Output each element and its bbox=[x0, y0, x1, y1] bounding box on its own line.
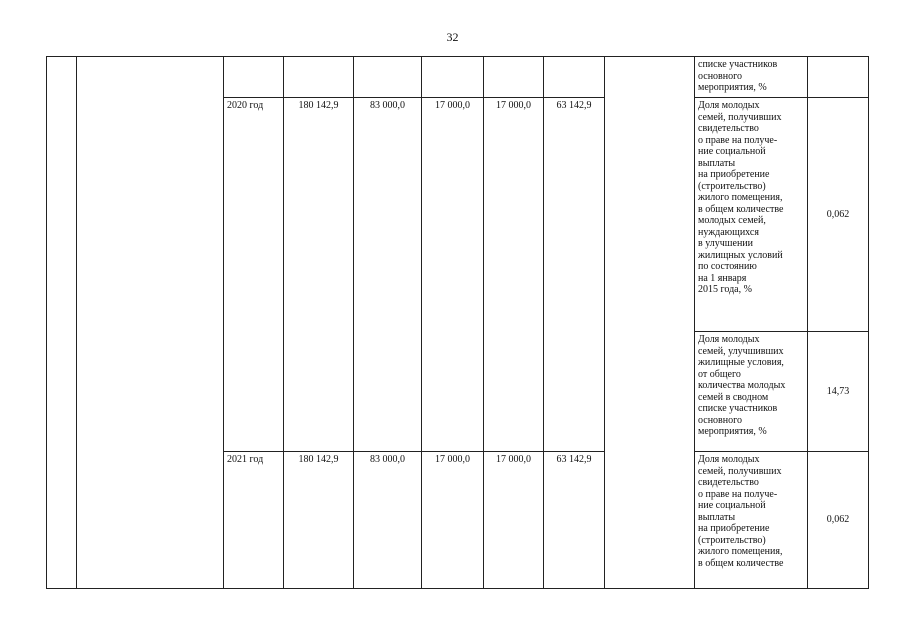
indicator-value bbox=[808, 57, 869, 98]
table-row bbox=[47, 57, 869, 98]
indicator-name: списке участников основного мероприятия, % bbox=[695, 57, 808, 98]
value-cell bbox=[544, 57, 605, 98]
indicator-value: 0,062 bbox=[808, 98, 869, 332]
value-cell: 17 000,0 bbox=[484, 98, 544, 452]
program-table bbox=[46, 56, 869, 589]
value-cell: 63 142,9 bbox=[544, 98, 605, 452]
name-cell bbox=[77, 57, 224, 589]
value-cell bbox=[422, 57, 484, 98]
value-cell: 83 000,0 bbox=[354, 98, 422, 452]
year-cell: 2021 год bbox=[224, 452, 284, 589]
executor-cell bbox=[605, 57, 695, 589]
year-cell bbox=[224, 57, 284, 98]
value-cell: 63 142,9 bbox=[544, 452, 605, 589]
total-cell bbox=[284, 57, 354, 98]
total-cell: 180 142,9 bbox=[284, 98, 354, 452]
value-cell: 17 000,0 bbox=[422, 98, 484, 452]
page-number: 32 bbox=[446, 30, 459, 44]
indicator-name: Доля молодых семей, получивших свидетельство о праве на получе- ние социальной выплаты на приобретение (строительство) жилого помещения, в общем количестве bbox=[695, 452, 808, 589]
indicator-value: 0,062 bbox=[808, 452, 869, 589]
number-cell bbox=[47, 57, 77, 589]
value-cell: 83 000,0 bbox=[354, 452, 422, 589]
indicator-name: Доля молодых семей, получивших свидетельство о праве на получе- ние социальной выплаты на приобретение (строительство) жилого помещения, в общем количестве молодых семей, нуждающихся в улучшении жилищных условий по состоянию на 1 января 2015 года, % bbox=[695, 98, 808, 332]
value-cell bbox=[354, 57, 422, 98]
value-cell: 17 000,0 bbox=[422, 452, 484, 589]
indicator-value: 14,73 bbox=[808, 332, 869, 452]
value-cell: 17 000,0 bbox=[484, 452, 544, 589]
value-cell bbox=[484, 57, 544, 98]
total-cell: 180 142,9 bbox=[284, 452, 354, 589]
indicator-name: Доля молодых семей, улучшивших жилищные условия, от общего количества молодых семей в сводном списке участников основного мероприятия, % bbox=[695, 332, 808, 452]
year-cell: 2020 год bbox=[224, 98, 284, 452]
